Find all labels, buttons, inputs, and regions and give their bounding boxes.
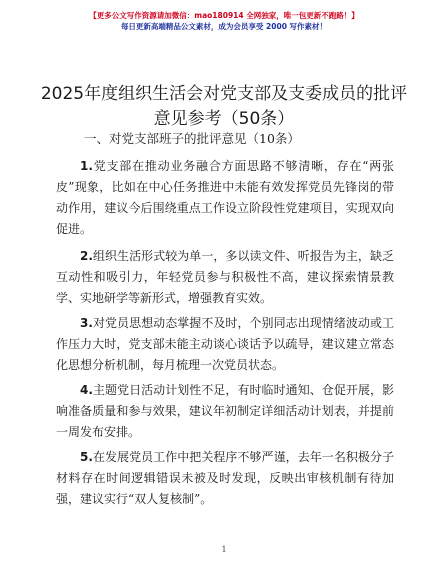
item-text: 在发展党员工作中把关程序不够严谨，去年一名积极分子材料存在时间逻辑错误未被及时发现，反映出审核机制有待加强，建议实行“双人复核制”。 [56,450,394,506]
item-text: 组织生活形式较为单一，多以读文件、听报告为主，缺乏互动性和吸引力，年轻党员参与积极性不高，建议探索情景教学、实地研学等新形式，增强教育实效。 [56,249,394,305]
criticism-item-5 [56,447,394,510]
item-number: 2. [80,249,93,263]
document-title: 2025年度组织生活会对党支部及支委成员的批评意见参考（50条） [40,84,408,129]
item-text: 对党员思想动态掌握不及时，个别同志出现情绪波动或工作压力大时，党支部未能主动谈心谈话予以疏导，建议建立常态化思想分析机制，每月梳理一次党员状态。 [56,316,394,372]
item-number: 3. [80,316,93,330]
page-number: 1 [221,545,227,554]
criticism-item-4 [56,380,394,443]
promo-banner-line-2: 每日更新高端精品公文素材，成为会员享受 2000 写作素材！ [120,22,328,31]
item-number: 4. [80,383,93,397]
promo-banner-line-1: 【更多公文写作资源请加微信：mao180914 全网独家，唯一包更新不跑路！】 [89,11,359,20]
item-number: 5. [80,450,93,464]
criticism-item-2 [56,246,394,309]
item-number: 1. [80,159,93,173]
item-text: 主题党日活动计划性不足，有时临时通知、仓促开展，影响准备质量和参与效果，建议年初制定详细活动计划表，并提前一周发布安排。 [56,383,394,439]
item-text: 党支部在推动业务融合方面思路不够清晰，存在“两张皮”现象，比如在中心任务推进中未能有效发挥党员先锋岗的带动作用，建议今后围绕重点工作设立阶段性党建项目，实现双向促进。 [56,159,394,236]
criticism-item-3 [56,313,394,376]
criticism-item-1 [56,156,394,240]
section-heading: 一、对党支部班子的批评意见（10条） [84,131,300,146]
